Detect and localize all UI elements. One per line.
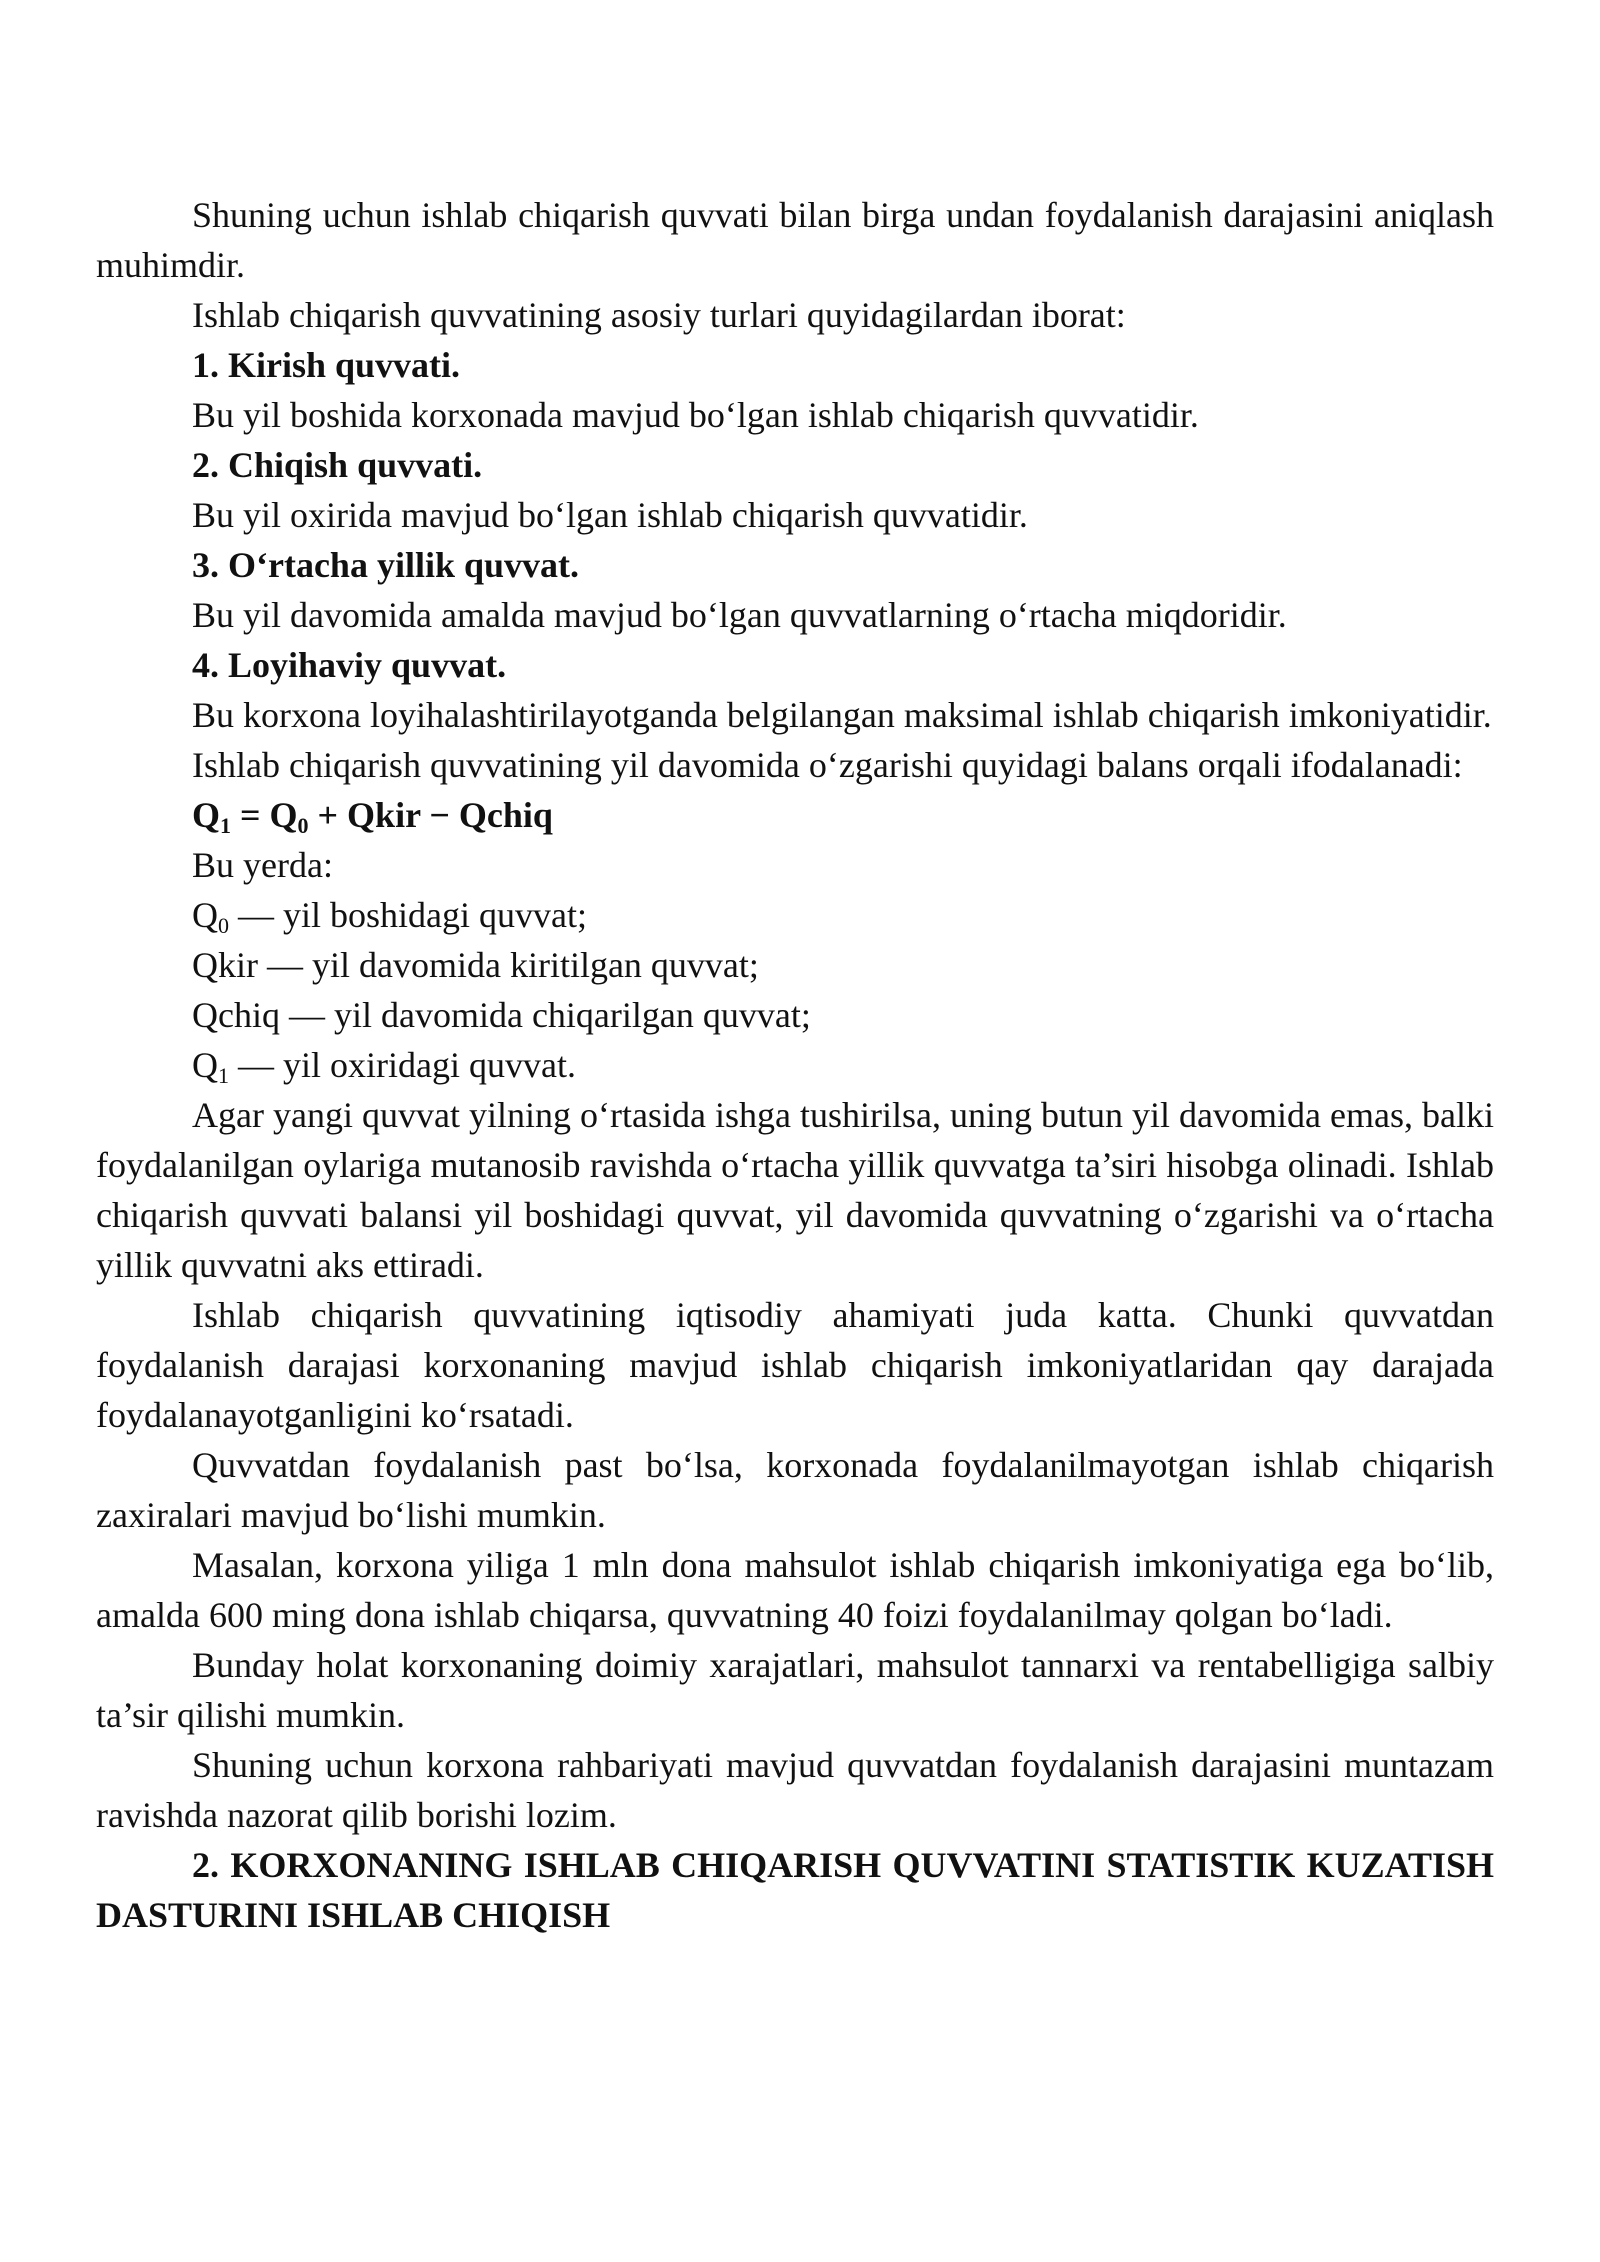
type-1-title: 1. Kirish quvvati. [192,345,461,385]
type-2-title: 2. Chiqish quvvati. [192,445,483,485]
type-2-text: Bu yil oxirida mavjud bo‘lgan ishlab chiqarish quvvatidir. [192,495,1028,535]
legend-qkir: Qkir — yil davomida kiritilgan quvvat; [192,945,759,985]
section-heading: 2. KORXONANING ISHLAB CHIQARISH QUVVATINI STATISTIK KUZATISH DASTURINI ISHLAB CHIQISH [96,1845,1494,1935]
balance-formula [96,790,1494,840]
paragraph-low-utilization: Quvvatdan foydalanish past bo‘lsa, korxonada foydalanilmayotgan ishlab chiqarish zaxiralari mavjud bo‘lishi mumkin. [96,1445,1494,1535]
legend-q0 [96,890,1494,940]
paragraph-example: Masalan, korxona yiliga 1 mln dona mahsulot ishlab chiqarish imkoniyatiga ega bo‘lib, amalda 600 ming dona ishlab chiqarsa, quvvatning 40 foizi foydalanilmay qolgan bo‘ladi. [96,1545,1494,1635]
formula-sub-1: 1 [220,813,232,838]
paragraph-management: Shuning uchun korxona rahbariyati mavjud quvvatdan foydalanish darajasini muntazam ravishda nazorat qilib borishi lozim. [96,1745,1494,1835]
legend-q0-symbol: Q [192,895,218,935]
legend-qchiq: Qchiq — yil davomida chiqarilgan quvvat; [192,995,811,1035]
paragraph-intro: Shuning uchun ishlab chiqarish quvvati bilan birga undan foydalanish darajasini aniqlash muhimdir. [96,195,1494,285]
document-page [96,190,1494,1940]
legend-q1 [96,1040,1494,1090]
formula-rest: + Qkir − Qchiq [308,795,553,835]
paragraph-costs: Bunday holat korxonaning doimiy xarajatlari, mahsulot tannarxi va rentabelligiga salbiy ta’sir qilishi mumkin. [96,1645,1494,1735]
formula-q1: Q [192,795,221,835]
paragraph-economic-importance: Ishlab chiqarish quvvatining iqtisodiy ahamiyati juda katta. Chunki quvvatdan foydalanish darajasi korxonaning mavjud ishlab chiqarish imkoniyatlaridan qay darajada foydalanayotganligini ko‘rsatadi. [96,1295,1494,1435]
type-3-title: 3. O‘rtacha yillik quvvat. [192,545,580,585]
type-4-title: 4. Loyihaviy quvvat. [192,645,507,685]
type-4-text: Bu korxona loyihalashtirilayotganda belgilangan maksimal ishlab chiqarish imkoniyatidir. [192,695,1492,735]
paragraph-balance: Ishlab chiqarish quvvatining yil davomida o‘zgarishi quyidagi balans orqali ifodalanadi: [192,745,1463,785]
formula-sub-0: 0 [297,813,309,838]
legend-q1-symbol: Q [192,1045,218,1085]
legend-q1-sub: 1 [218,1063,229,1088]
paragraph-midyear: Agar yangi quvvat yilning o‘rtasida ishga tushirilsa, uning butun yil davomida emas, balki foydalanilgan oylariga mutanosib ravishda o‘rtacha yillik quvvatga ta’siri hisobga olinadi. Ishlab chiqarish quvvati balansi yil boshidagi quvvat, yil davomida quvvatning o‘zgarishi va o‘rtacha yillik quvvatni aks ettiradi. [96,1095,1494,1285]
formula-eq: = Q [231,795,298,835]
legend-q1-text: — yil oxiridagi quvvat. [229,1045,576,1085]
legend-q0-text: — yil boshidagi quvvat; [229,895,587,935]
legend-q0-sub: 0 [218,913,229,938]
type-1-text: Bu yil boshida korxonada mavjud bo‘lgan ishlab chiqarish quvvatidir. [192,395,1199,435]
type-3-text: Bu yil davomida amalda mavjud bo‘lgan quvvatlarning o‘rtacha miqdoridir. [192,595,1287,635]
legend-intro: Bu yerda: [192,845,333,885]
paragraph-types-intro: Ishlab chiqarish quvvatining asosiy turlari quyidagilardan iborat: [192,295,1126,335]
